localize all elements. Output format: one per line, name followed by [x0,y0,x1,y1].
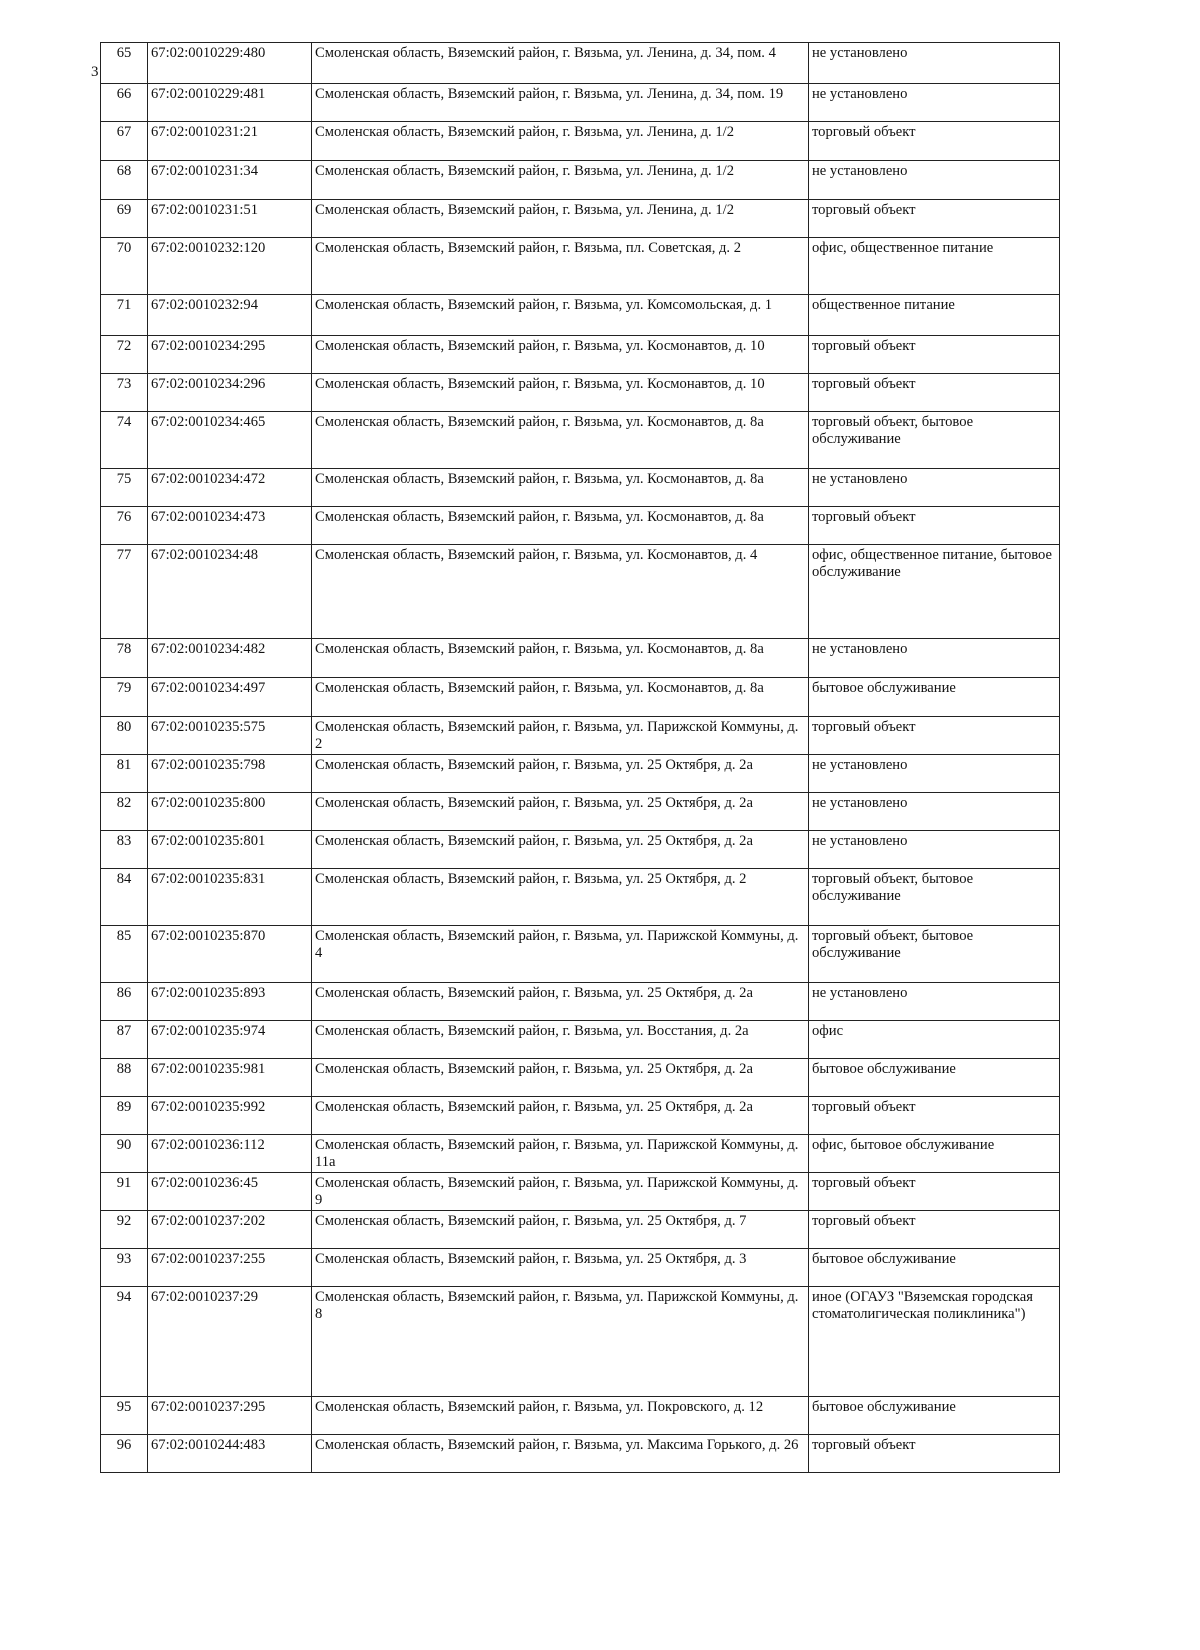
usage-cell: торговый объект [809,374,1060,412]
table-row [101,1173,1060,1211]
cadastral-number: 67:02:0010234:482 [148,639,312,678]
usage-cell: не установлено [809,831,1060,869]
table-row [101,1435,1060,1473]
table-row [101,678,1060,717]
table-row [101,1211,1060,1249]
table-row [101,1397,1060,1435]
row-number: 82 [101,793,148,831]
table-row [101,374,1060,412]
row-number: 81 [101,755,148,793]
row-number: 80 [101,717,148,755]
usage-cell: не установлено [809,469,1060,507]
cadastral-number: 67:02:0010237:29 [148,1287,312,1397]
table-row [101,507,1060,545]
address-cell: Смоленская область, Вяземский район, г. Вязьма, ул. Парижской Коммуны, д. 8 [312,1287,809,1397]
cadastral-number: 67:02:0010237:295 [148,1397,312,1435]
table-row [101,869,1060,926]
usage-cell: офис [809,1021,1060,1059]
address-cell: Смоленская область, Вяземский район, г. Вязьма, ул. Космонавтов, д. 8а [312,639,809,678]
usage-cell: торговый объект [809,122,1060,161]
table-row [101,43,1060,84]
cadastral-number: 67:02:0010236:45 [148,1173,312,1211]
table-row [101,639,1060,678]
address-cell: Смоленская область, Вяземский район, г. Вязьма, ул. Космонавтов, д. 8а [312,469,809,507]
cadastral-number: 67:02:0010229:481 [148,84,312,122]
usage-cell: торговый объект [809,507,1060,545]
cadastral-number: 67:02:0010235:800 [148,793,312,831]
row-number: 75 [101,469,148,507]
address-cell: Смоленская область, Вяземский район, г. Вязьма, ул. Ленина, д. 1/2 [312,200,809,238]
row-number: 72 [101,336,148,374]
table-row [101,1059,1060,1097]
address-cell: Смоленская область, Вяземский район, г. Вязьма, ул. Космонавтов, д. 8а [312,507,809,545]
row-number: 73 [101,374,148,412]
table-row [101,983,1060,1021]
row-number: 71 [101,295,148,336]
address-cell: Смоленская область, Вяземский район, г. Вязьма, ул. Парижской Коммуны, д. 9 [312,1173,809,1211]
usage-cell: торговый объект, бытовое обслуживание [809,869,1060,926]
usage-cell: бытовое обслуживание [809,1397,1060,1435]
address-cell: Смоленская область, Вяземский район, г. Вязьма, ул. Восстания, д. 2а [312,1021,809,1059]
usage-cell: торговый объект [809,336,1060,374]
table-row [101,238,1060,295]
address-cell: Смоленская область, Вяземский район, г. Вязьма, ул. Комсомольская, д. 1 [312,295,809,336]
address-cell: Смоленская область, Вяземский район, г. Вязьма, пл. Советская, д. 2 [312,238,809,295]
table-row [101,717,1060,755]
usage-cell: иное (ОГАУЗ "Вяземская городская стоматолигическая поликлиника") [809,1287,1060,1397]
table-row [101,755,1060,793]
address-cell: Смоленская область, Вяземский район, г. Вязьма, ул. 25 Октября, д. 7 [312,1211,809,1249]
usage-cell: торговый объект [809,1097,1060,1135]
address-cell: Смоленская область, Вяземский район, г. Вязьма, ул. 25 Октября, д. 2а [312,1097,809,1135]
table-row [101,831,1060,869]
row-number: 91 [101,1173,148,1211]
row-number: 66 [101,84,148,122]
row-number: 95 [101,1397,148,1435]
address-cell: Смоленская область, Вяземский район, г. Вязьма, ул. Ленина, д. 1/2 [312,122,809,161]
row-number: 94 [101,1287,148,1397]
cadastral-number: 67:02:0010234:473 [148,507,312,545]
cadastral-number: 67:02:0010231:21 [148,122,312,161]
usage-cell: торговый объект [809,1435,1060,1473]
usage-cell: не установлено [809,639,1060,678]
address-cell: Смоленская область, Вяземский район, г. Вязьма, ул. Космонавтов, д. 10 [312,374,809,412]
usage-cell: торговый объект, бытовое обслуживание [809,926,1060,983]
row-number: 69 [101,200,148,238]
usage-cell: торговый объект, бытовое обслуживание [809,412,1060,469]
table-row [101,1249,1060,1287]
row-number: 88 [101,1059,148,1097]
cadastral-number: 67:02:0010229:480 [148,43,312,84]
page-number: 3 [91,64,99,80]
usage-cell: офис, бытовое обслуживание [809,1135,1060,1173]
row-number: 84 [101,869,148,926]
usage-cell: офис, общественное питание, бытовое обслуживание [809,545,1060,639]
usage-cell: не установлено [809,84,1060,122]
address-cell: Смоленская область, Вяземский район, г. Вязьма, ул. Ленина, д. 1/2 [312,161,809,200]
row-number: 92 [101,1211,148,1249]
row-number: 83 [101,831,148,869]
row-number: 89 [101,1097,148,1135]
table-row [101,1021,1060,1059]
address-cell: Смоленская область, Вяземский район, г. Вязьма, ул. Ленина, д. 34, пом. 19 [312,84,809,122]
row-number: 85 [101,926,148,983]
cadastral-number: 67:02:0010236:112 [148,1135,312,1173]
table-row [101,412,1060,469]
table-row [101,793,1060,831]
row-number: 77 [101,545,148,639]
cadastral-number: 67:02:0010235:798 [148,755,312,793]
table-row [101,1135,1060,1173]
row-number: 87 [101,1021,148,1059]
cadastral-number: 67:02:0010232:120 [148,238,312,295]
cadastral-number: 67:02:0010237:255 [148,1249,312,1287]
usage-cell: бытовое обслуживание [809,678,1060,717]
row-number: 68 [101,161,148,200]
cadastral-number: 67:02:0010231:34 [148,161,312,200]
cadastral-number: 67:02:0010237:202 [148,1211,312,1249]
address-cell: Смоленская область, Вяземский район, г. Вязьма, ул. Космонавтов, д. 8а [312,678,809,717]
usage-cell: торговый объект [809,200,1060,238]
address-cell: Смоленская область, Вяземский район, г. Вязьма, ул. Парижской Коммуны, д. 4 [312,926,809,983]
address-cell: Смоленская область, Вяземский район, г. Вязьма, ул. Ленина, д. 34, пом. 4 [312,43,809,84]
usage-cell: торговый объект [809,717,1060,755]
row-number: 79 [101,678,148,717]
row-number: 90 [101,1135,148,1173]
address-cell: Смоленская область, Вяземский район, г. Вязьма, ул. Покровского, д. 12 [312,1397,809,1435]
table-row [101,295,1060,336]
usage-cell: офис, общественное питание [809,238,1060,295]
table-row [101,336,1060,374]
table-row [101,1287,1060,1397]
cadastral-number: 67:02:0010235:893 [148,983,312,1021]
address-cell: Смоленская область, Вяземский район, г. Вязьма, ул. 25 Октября, д. 3 [312,1249,809,1287]
table-row [101,122,1060,161]
address-cell: Смоленская область, Вяземский район, г. Вязьма, ул. Парижской Коммуны, д. 11а [312,1135,809,1173]
table-row [101,545,1060,639]
address-cell: Смоленская область, Вяземский район, г. Вязьма, ул. 25 Октября, д. 2а [312,755,809,793]
table-row [101,1097,1060,1135]
row-number: 76 [101,507,148,545]
usage-cell: не установлено [809,755,1060,793]
usage-cell: торговый объект [809,1211,1060,1249]
row-number: 67 [101,122,148,161]
usage-cell: не установлено [809,983,1060,1021]
address-cell: Смоленская область, Вяземский район, г. Вязьма, ул. Космонавтов, д. 4 [312,545,809,639]
cadastral-number: 67:02:0010235:992 [148,1097,312,1135]
row-number: 70 [101,238,148,295]
address-cell: Смоленская область, Вяземский район, г. Вязьма, ул. 25 Октября, д. 2а [312,983,809,1021]
table-row [101,200,1060,238]
usage-cell: бытовое обслуживание [809,1249,1060,1287]
table-row [101,469,1060,507]
cadastral-number: 67:02:0010232:94 [148,295,312,336]
row-number: 93 [101,1249,148,1287]
cadastral-number: 67:02:0010244:483 [148,1435,312,1473]
row-number: 74 [101,412,148,469]
address-cell: Смоленская область, Вяземский район, г. Вязьма, ул. Парижской Коммуны, д. 2 [312,717,809,755]
table-row [101,161,1060,200]
cadastral-number: 67:02:0010234:295 [148,336,312,374]
address-cell: Смоленская область, Вяземский район, г. Вязьма, ул. 25 Октября, д. 2а [312,1059,809,1097]
usage-cell: не установлено [809,793,1060,831]
row-number: 86 [101,983,148,1021]
cadastral-number: 67:02:0010235:575 [148,717,312,755]
registry-table [100,42,1060,1473]
table-row [101,926,1060,983]
cadastral-number: 67:02:0010235:801 [148,831,312,869]
row-number: 65 [101,43,148,84]
cadastral-number: 67:02:0010235:981 [148,1059,312,1097]
row-number: 78 [101,639,148,678]
usage-cell: бытовое обслуживание [809,1059,1060,1097]
cadastral-number: 67:02:0010234:465 [148,412,312,469]
address-cell: Смоленская область, Вяземский район, г. Вязьма, ул. Космонавтов, д. 8а [312,412,809,469]
usage-cell: торговый объект [809,1173,1060,1211]
address-cell: Смоленская область, Вяземский район, г. Вязьма, ул. 25 Октября, д. 2а [312,793,809,831]
address-cell: Смоленская область, Вяземский район, г. Вязьма, ул. Максима Горького, д. 26 [312,1435,809,1473]
address-cell: Смоленская область, Вяземский район, г. Вязьма, ул. Космонавтов, д. 10 [312,336,809,374]
table-row [101,84,1060,122]
usage-cell: общественное питание [809,295,1060,336]
cadastral-number: 67:02:0010235:831 [148,869,312,926]
usage-cell: не установлено [809,161,1060,200]
cadastral-number: 67:02:0010235:870 [148,926,312,983]
usage-cell: не установлено [809,43,1060,84]
registry-rows [101,43,1060,1473]
cadastral-number: 67:02:0010231:51 [148,200,312,238]
address-cell: Смоленская область, Вяземский район, г. Вязьма, ул. 25 Октября, д. 2а [312,831,809,869]
row-number: 96 [101,1435,148,1473]
cadastral-number: 67:02:0010234:296 [148,374,312,412]
cadastral-number: 67:02:0010234:472 [148,469,312,507]
cadastral-number: 67:02:0010234:48 [148,545,312,639]
address-cell: Смоленская область, Вяземский район, г. Вязьма, ул. 25 Октября, д. 2 [312,869,809,926]
cadastral-number: 67:02:0010235:974 [148,1021,312,1059]
cadastral-number: 67:02:0010234:497 [148,678,312,717]
